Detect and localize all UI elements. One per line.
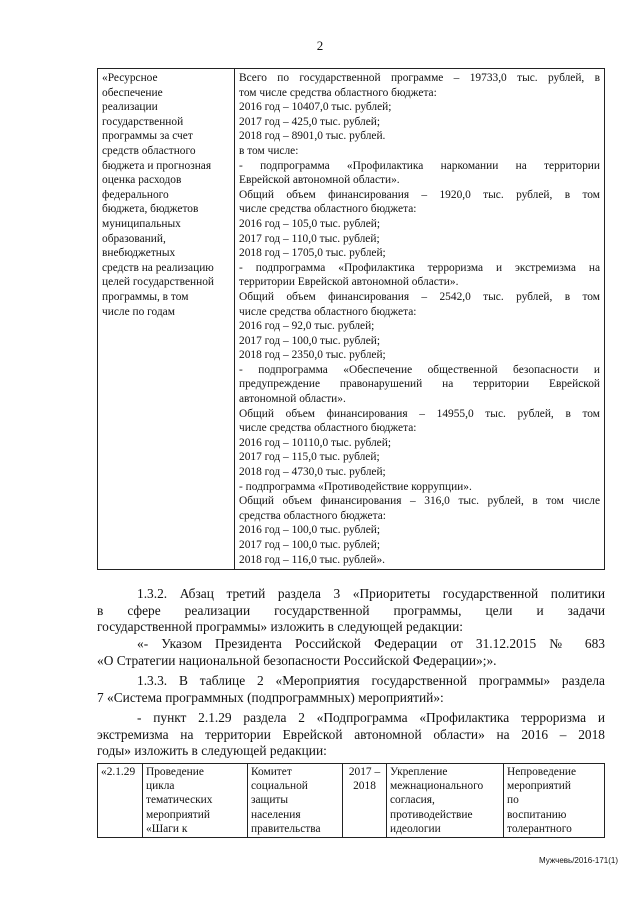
text-line: Непроведение: [507, 766, 577, 778]
text-line: 2017 год – 115,0 тыс. рублей;: [239, 451, 380, 464]
text-line: Укрепление: [390, 766, 448, 778]
text-line: Еврейской автономной области».: [239, 174, 400, 187]
paragraph-line: «- Указом Президента Российской Федерации от 31.12.2015 № 683: [137, 636, 605, 651]
text-line: Проведение: [146, 766, 204, 778]
measure-years-cell: [343, 764, 387, 838]
resource-table-label-cell: [98, 69, 235, 570]
text-line: Общий объем финансирования – 316,0 тыс. рублей, в том числе: [239, 495, 600, 508]
text-line: территории Еврейской автономной области».: [239, 276, 459, 289]
paragraph-item-2-1-29: [97, 710, 605, 760]
paragraph-decree-quote: [97, 636, 605, 669]
paragraph-1-3-2: [97, 586, 605, 636]
paragraph-line: государственной программы» изложить в следующей редакции:: [97, 619, 463, 634]
text-line: обеспечение: [102, 86, 163, 99]
text-line: оценка расходов: [102, 174, 182, 187]
text-line: средств на реализацию: [102, 261, 214, 274]
text-line: - подпрограмма «Обеспечение общественной безопасности и: [239, 363, 600, 376]
paragraph-line: в сфере реализации государственной программы, цели и задачи: [97, 602, 605, 618]
table-row: [98, 764, 605, 838]
text-line: 2017 год – 425,0 тыс. рублей;: [239, 115, 381, 128]
text-line: 2016 год – 92,0 тыс. рублей;: [239, 320, 375, 333]
text-line: идеологии: [390, 822, 441, 835]
text-line: внебюджетных: [102, 247, 176, 260]
text-line: защиты: [251, 794, 289, 807]
resource-table: [97, 68, 605, 570]
text-line: по: [507, 794, 519, 807]
text-line: автономной области».: [239, 393, 346, 406]
text-line: 2018 год – 4730,0 тыс. рублей;: [239, 466, 386, 479]
text-line: 2017 год – 100,0 тыс. рублей;: [239, 334, 381, 347]
text-line: 2018 год – 1705,0 тыс. рублей;: [239, 247, 386, 260]
page-number: 2: [316, 38, 324, 53]
text-line: Комитет: [251, 766, 292, 778]
text-line: Общий объем финансирования – 2542,0 тыс. рублей, в том: [239, 290, 600, 303]
paragraph-line: - пункт 2.1.29 раздела 2 «Подпрограмма «Профилактика терроризма и: [137, 710, 605, 725]
paragraph-line: экстремизма на территории Еврейской автономной области» на 2016 – 2018: [97, 726, 605, 742]
text-line: числе средства областного бюджета:: [239, 203, 417, 216]
text-line: - подпрограмма «Профилактика наркомании на территории: [239, 159, 600, 172]
text-line: - подпрограмма «Противодействие коррупции».: [239, 480, 472, 493]
text-line: противодействие: [390, 808, 473, 821]
measure-executor-cell: [248, 764, 343, 838]
text-line: 2018 год – 116,0 тыс. рублей».: [239, 553, 385, 566]
text-line: 2016 год – 105,0 тыс. рублей;: [239, 217, 381, 230]
paragraph-line: 1.3.3. В таблице 2 «Мероприятия государственной программы» раздела: [137, 673, 605, 688]
text-line: муниципальных: [102, 217, 181, 230]
measure-number-cell: «2.1.29: [98, 764, 143, 838]
document-code: Мужчевь/2016-171(1): [539, 856, 618, 865]
paragraph-line: 1.3.2. Абзац третий раздела 3 «Приоритеты государственной политики: [137, 586, 605, 601]
paragraph-line: годы» изложить в следующей редакции:: [97, 743, 327, 758]
text-line: «Ресурсное: [102, 72, 158, 84]
text-line: населения: [251, 808, 301, 821]
text-line: 2018 год – 2350,0 тыс. рублей;: [239, 349, 386, 362]
text-line: федерального: [102, 188, 169, 201]
text-line: числе средства областного бюджета:: [239, 305, 417, 318]
text-line: цикла: [146, 780, 175, 793]
text-line: числе по годам: [102, 305, 175, 318]
measure-consequence-cell: [504, 764, 605, 838]
measure-result-cell: [387, 764, 504, 838]
text-line: согласия,: [390, 794, 435, 807]
text-line: программы за счет: [102, 130, 193, 143]
text-line: мероприятий: [507, 780, 571, 793]
text-line: воспитанию: [507, 808, 567, 821]
text-line: правительства: [251, 822, 321, 835]
text-line: тематических: [146, 794, 213, 807]
text-line: - подпрограмма «Профилактика терроризма и экстремизма на: [239, 261, 600, 274]
text-line: толерантного: [507, 822, 572, 835]
paragraph-line: «О Стратегии национальной безопасности Российской Федерации»;».: [97, 652, 497, 668]
measures-table: [97, 763, 605, 838]
text-line: 2017 год – 110,0 тыс. рублей;: [239, 232, 380, 245]
paragraph-1-3-3: [97, 673, 605, 706]
text-line: числе средства областного бюджета:: [239, 422, 417, 435]
text-line: бюджета и прогнозная: [102, 159, 212, 172]
text-line: мероприятий: [146, 808, 210, 821]
text-line: 2016 год – 100,0 тыс. рублей;: [239, 524, 381, 537]
measure-name-cell: [143, 764, 248, 838]
text-line: средств областного: [102, 144, 196, 157]
text-line: социальной: [251, 780, 308, 793]
paragraph-line: 7 «Система программных (подпрограммных) мероприятий»:: [97, 689, 444, 705]
text-line: 2016 год – 10110,0 тыс. рублей;: [239, 436, 391, 449]
text-line: образований,: [102, 232, 166, 245]
text-line: предупреждение правонарушений на территории Еврейской: [239, 378, 600, 391]
text-line: 2018: [353, 780, 376, 793]
text-line: 2016 год – 10407,0 тыс. рублей;: [239, 101, 392, 114]
text-line: бюджета, бюджетов: [102, 203, 199, 216]
resource-table-values-cell: [235, 69, 605, 570]
text-line: 2017 –: [348, 766, 381, 778]
text-line: межнационального: [390, 780, 484, 793]
text-line: государственной: [102, 115, 184, 128]
text-line: 2018 год – 8901,0 тыс. рублей.: [239, 130, 386, 143]
text-line: Общий объем финансирования – 14955,0 тыс. рублей, в том: [239, 407, 600, 420]
text-line: Всего по государственной программе – 19733,0 тыс. рублей, в: [239, 72, 600, 84]
text-line: том числе средства областного бюджета:: [239, 86, 437, 99]
text-line: 2017 год – 100,0 тыс. рублей;: [239, 539, 381, 551]
text-line: средства областного бюджета:: [239, 509, 386, 522]
text-line: в том числе:: [239, 144, 299, 157]
text-line: реализации: [102, 101, 158, 114]
text-line: целей государственной: [102, 276, 215, 289]
text-line: программы, в том: [102, 290, 189, 303]
text-line: Общий объем финансирования – 1920,0 тыс. рублей, в том: [239, 188, 600, 201]
text-line: «Шаги к: [146, 822, 188, 835]
